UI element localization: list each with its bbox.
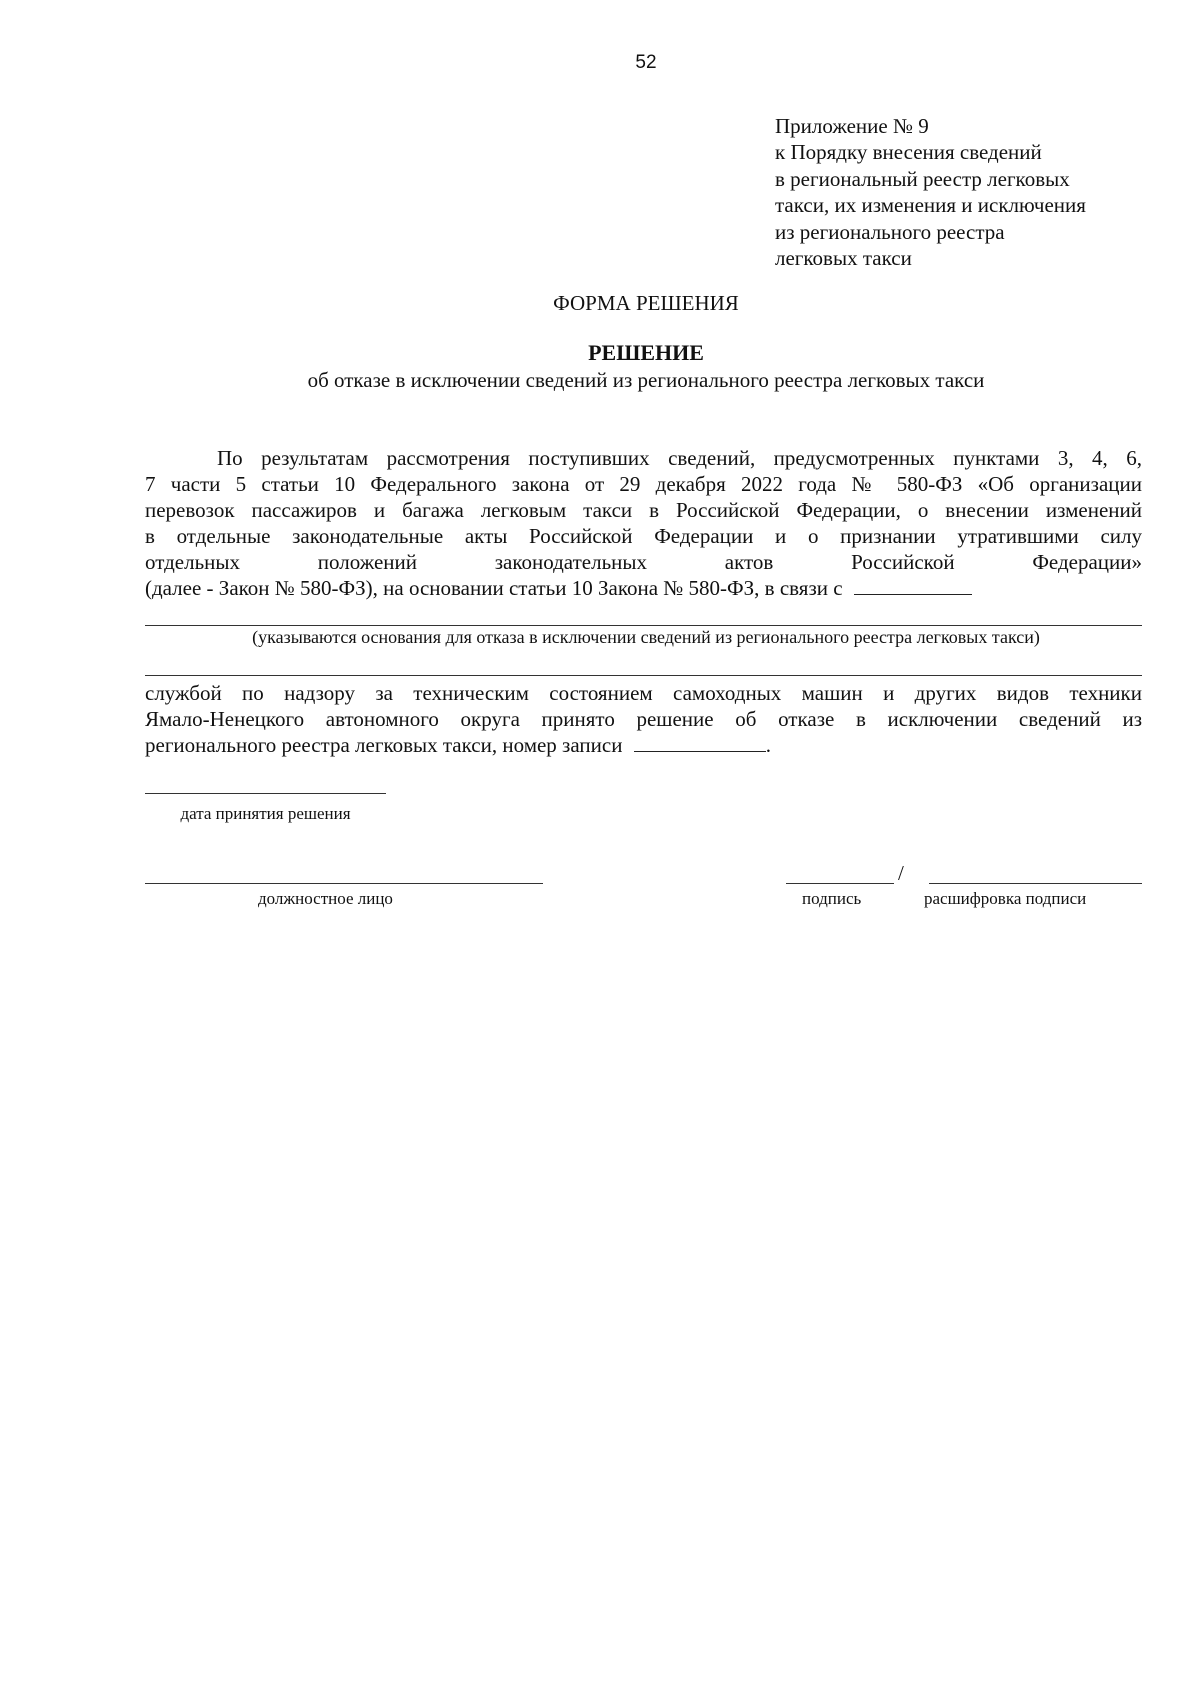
reason-field[interactable]	[854, 576, 972, 595]
paragraph-line: перевозок пассажиров и багажа легковым такси в Российской Федерации, о внесении изменений	[145, 498, 1142, 522]
paragraph-line: (далее - Закон № 580-ФЗ), на основании статьи 10 Закона № 580-ФЗ, в связи с	[145, 576, 843, 600]
document-subtitle: об отказе в исключении сведений из регионального реестра легковых такси	[307, 368, 985, 392]
decision-date-block	[145, 793, 386, 824]
paragraph-line: в отдельные законодательные акты Российской Федерации и о признании утратившими силу	[145, 524, 1142, 548]
signature-field[interactable]	[786, 883, 894, 884]
signature-caption: подпись	[802, 889, 862, 908]
form-title: ФОРМА РЕШЕНИЯ	[553, 291, 739, 315]
official-field[interactable]	[145, 883, 543, 884]
paragraph-line: службой по надзору за техническим состоянием самоходных машин и других видов техники	[145, 681, 1142, 705]
paragraph-line: 7 части 5 статьи 10 Федерального закона от 29 декабря 2022 года № 580-ФЗ «Об организации	[145, 472, 1142, 496]
sentence-end: .	[765, 733, 771, 757]
paragraph-line-with-field	[145, 575, 1142, 601]
paragraph-line: регионального реестра легковых такси, номер записи	[145, 733, 623, 757]
appendix-line: к Порядку внесения сведений	[775, 140, 1042, 165]
paragraph-line: отдельных положений законодательных актов Российской Федерации»	[145, 550, 1142, 574]
appendix-line: в региональный реестр легковых	[775, 166, 1070, 191]
paragraph-line-with-field	[145, 732, 1142, 758]
appendix-line: Приложение № 9	[775, 114, 929, 138]
appendix-line: легковых такси	[775, 246, 912, 271]
signature-decoding-field[interactable]	[929, 883, 1142, 884]
appendix-line: из регионального реестра	[775, 219, 1005, 244]
appendix-note	[775, 113, 1086, 271]
reason-continuation-line[interactable]	[145, 625, 1142, 626]
signature-decoding-caption: расшифровка подписи	[924, 889, 1087, 908]
paragraph-line: По результатам рассмотрения поступивших сведений, предусмотренных пунктами 3, 4, 6,	[217, 446, 1142, 470]
document-title: РЕШЕНИЕ	[588, 340, 704, 365]
decision-paragraph-1	[145, 445, 1142, 601]
appendix-line: такси, их изменения и исключения	[775, 193, 1086, 218]
reason-continuation-line-2[interactable]	[145, 675, 1142, 676]
reason-hint: (указываются основания для отказа в исключении сведений из регионального реестра легковых такси)	[252, 627, 1040, 647]
record-number-field[interactable]	[634, 733, 766, 752]
separator-slash: /	[898, 861, 904, 885]
official-caption: должностное лицо	[258, 889, 393, 908]
paragraph-line: Ямало-Ненецкого автономного округа принято решение об отказе в исключении сведений из	[145, 707, 1142, 731]
page-number: 52	[635, 52, 657, 73]
decision-date-caption: дата принятия решения	[180, 804, 351, 823]
decision-date-field[interactable]	[145, 793, 386, 794]
decision-paragraph-2	[145, 680, 1142, 758]
